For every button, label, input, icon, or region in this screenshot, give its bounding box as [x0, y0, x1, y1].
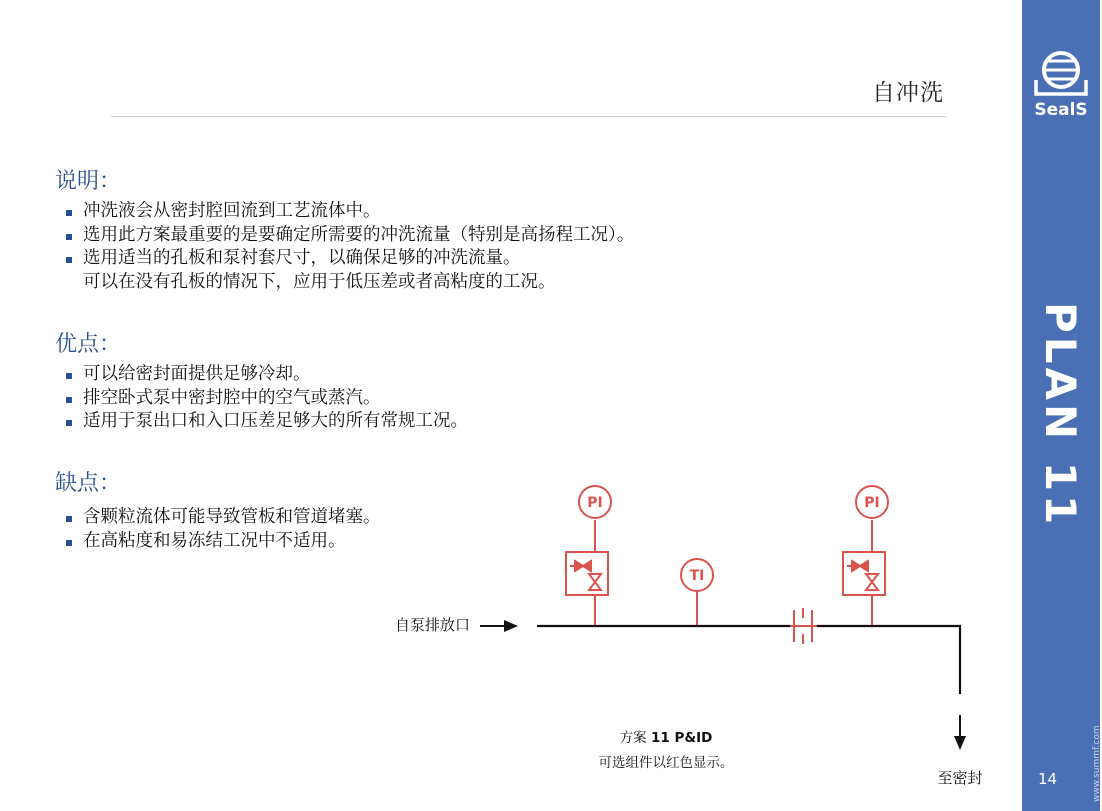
inlet-arrow [480, 620, 518, 632]
outlet-label: 至密封 [937, 769, 983, 787]
list-item: 排空卧式泵中密封腔中的空气或蒸汽。 [65, 387, 468, 411]
pid-diagram [370, 480, 1010, 811]
list-item: 含颗粒流体可能导致管板和管道堵塞。 [65, 506, 381, 530]
outlet-arrow [954, 715, 966, 750]
page-topic: 自冲洗 [872, 80, 944, 106]
diagram-caption-note: 可选组件以红色显示。 [598, 755, 734, 771]
orifice-icon [790, 608, 817, 644]
description-list [65, 200, 634, 294]
logo-text: SealS [1034, 100, 1088, 120]
header-divider [111, 116, 946, 117]
seals-logo [1030, 48, 1092, 120]
page-number: 14 [1038, 770, 1058, 788]
main-pipe [537, 625, 961, 694]
caption-plan: 11 P&ID [650, 730, 713, 746]
list-item: 可以给密封面提供足够冷却。 [65, 363, 468, 387]
advantages-heading: 优点： [55, 332, 122, 357]
disadvantages-list [65, 506, 381, 553]
disadvantages-heading: 缺点： [55, 471, 122, 496]
diagram-caption [620, 730, 713, 746]
pi-right-label: PI [864, 495, 880, 511]
website-url: www.summf.com [1092, 725, 1102, 802]
list-item-continuation: 可以在没有孔板的情况下，应用于低压差或者高粘度的工况。 [83, 271, 556, 292]
ti-label: TI [689, 568, 705, 584]
list-item: 选用此方案最重要的是要确定所需要的冲洗流量（特别是高扬程工况）。 [65, 224, 634, 248]
list-item: 冲洗液会从密封腔回流到工艺流体中。 [65, 200, 634, 224]
inlet-label: 自泵排放口 [394, 616, 470, 634]
description-heading: 说明： [55, 169, 122, 194]
plan-label: PLAN 11 [1036, 302, 1085, 529]
caption-prefix: 方案 [619, 730, 651, 746]
list-item: 适用于泵出口和入口压差足够大的所有常规工况。 [65, 410, 468, 434]
advantages-list [65, 363, 468, 434]
list-item: 选用适当的孔板和泵衬套尺寸，以确保足够的冲洗流量。 [65, 247, 634, 271]
pi-left-label: PI [587, 495, 603, 511]
list-item: 在高粘度和易冻结工况中不适用。 [65, 530, 381, 554]
